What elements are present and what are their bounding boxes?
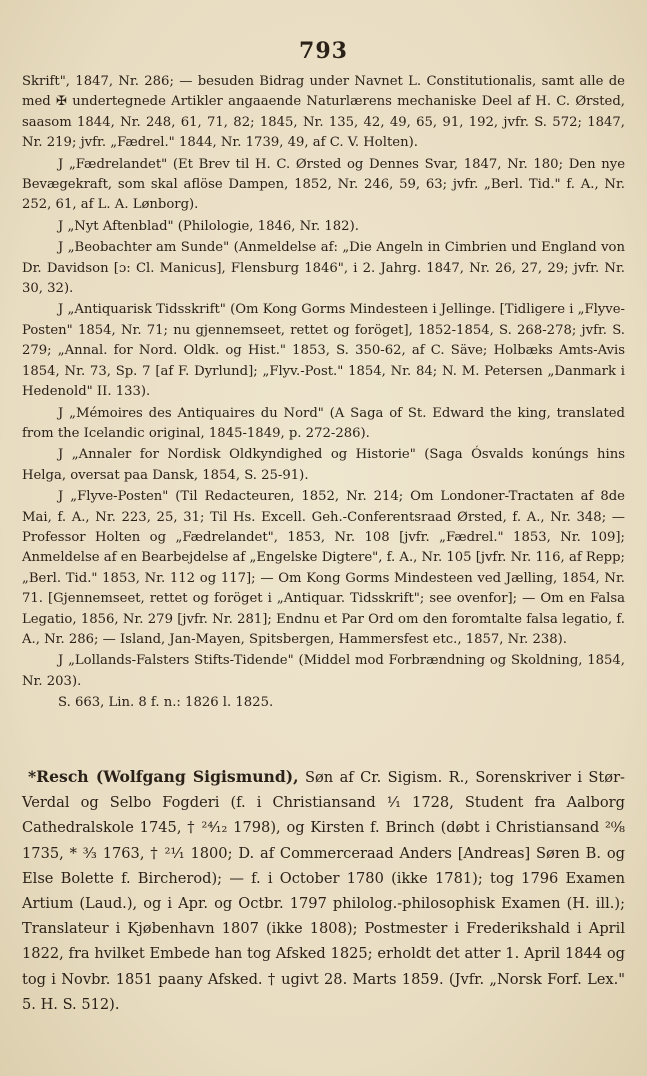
paragraph-beobachter: J „Beobachter am Sunde" (Anmeldelse af: „Die Angeln in Cimbrien und England von Dr. Davidson [ɔ: Cl. Manicus], Flensburg 1846", i 2. Jahrg. 1847, Nr. 26, 27, 29; jvfr. Nr. 30, 32).: [22, 240, 625, 297]
paragraph-continuation: Skrift", 1847, Nr. 286; — besuden Bidrag under Navnet L. Constitutionalis, samt alle de med ✠ undertegnede Artikler angaaende Naturlærens mechaniske Deel af H. C. Ørsted, saasom 1844, Nr. 248, 61, 71, 82; 1845, Nr. 135, 42, 49, 65, 91, 192, jvfr. S. 572; 1847, Nr. 219; jvfr. „Fædrel." 1844, Nr. 1739, 49, af C. V. Holten).: [22, 74, 625, 151]
paragraph-memoires: J „Mémoires des Antiquaires du Nord" (A Saga of St. Edward the king, translated from the Icelandic original, 1845-1849, p. 272-286).: [22, 405, 625, 441]
entry-paragraph: [22, 764, 625, 1017]
paragraph-correction: S. 663, Lin. 8 f. n.: 1826 l. 1825.: [58, 695, 274, 711]
entry-body: Søn af Cr. Sigism. R., Sorenskriver i Stør-Verdal og Selbo Fogderi (f. i Christiansand ¹⁄₁ 1728, Student fra Aalborg Cathedralskole 1745, † ²⁴⁄₁₂ 1798), og Kirsten f. Brinch (døbt i Christiansand ²⁰⁄₈ 1735, * ³⁄₃ 1763, † ²¹⁄₁ 1800; D. af Commerceraad Anders [Andreas] Søren B. og Else Bolette f. Bircherod); — f. i October 1780 (ikke 1781); tog 1796 Examen Artium (Laud.), og i Apr. og Octbr. 1797 philolog.-philosophisk Examen (H. ill.); Translateur i Kjøbenhavn 1807 (ikke 1808); Postmester i Frederikshald i April 1822, fra hvilket Embede han tog Afsked 1825; erholdt det atter 1. April 1844 og tog i Novbr. 1851 paany Afsked. † ugivt 28. Marts 1859. (Jvfr. „Norsk Forf. Lex." 5. H. S. 512).: [22, 769, 625, 1013]
paragraph-annaler: J „Annaler for Nordisk Oldkyndighed og Historie" (Saga Ósvalds konúngs hins Helga, oversat paa Dansk, 1854, S. 25-91).: [22, 447, 625, 483]
paragraph-lollands: J „Lollands-Falsters Stifts-Tidende" (Middel mod Forbrændning og Skoldning, 1854, Nr. 203).: [22, 653, 625, 689]
bibliography-text: [22, 72, 625, 714]
paragraph-antiquarisk: J „Antiquarisk Tidsskrift" (Om Kong Gorms Mindesteen i Jellinge. [Tidligere i „Flyve-Posten" 1854, Nr. 71; nu gjennemseet, rettet og foröget], 1852-1854, S. 268-278; jvfr. S. 279; „Annal. for Nord. Oldk. og Hist." 1853, S. 350-62, af C. Säve; Holbæks Amts-Avis 1854, Nr. 73, Sp. 7 [af F. Dyrlund]; „Flyv.-Post." 1854, Nr. 84; N. M. Petersen „Danmark i Hedenold" II. 133).: [22, 302, 625, 400]
paragraph-faedrelandet: J „Fædrelandet" (Et Brev til H. C. Ørsted og Dennes Svar, 1847, Nr. 180; Den nye Bevægekraft, som skal aflöse Dampen, 1852, Nr. 246, 59, 63; jvfr. „Berl. Tid." f. A., Nr. 252, 61, af L. A. Lønborg).: [22, 156, 625, 213]
paragraph-nyt-aftenblad: J „Nyt Aftenblad" (Philologie, 1846, Nr. 182).: [58, 218, 359, 234]
paragraph-flyve-posten: J „Flyve-Posten" (Til Redacteuren, 1852, Nr. 214; Om Londoner-Tractaten af 8de Mai, f. A., Nr. 223, 25, 31; Til Hs. Excell. Geh.-Conferentsraad Ørsted, f. A., Nr. 348; — Professor Holten og „Fædrelandet", 1853, Nr. 108 [jvfr. „Fædrel." 1853, Nr. 109]; Anmeldelse af en Bearbejdelse af „Engelske Digtere", f. A., Nr. 105 [jvfr. Nr. 116, af Repp; „Berl. Tid." 1853, Nr. 112 og 117]; — Om Kong Gorms Mindesteen ved Jælling, 1854, Nr. 71. [Gjennemseet, rettet og foröget i „Antiquar. Tidsskrift"; see ovenfor]; — Om en Falsa Legatio, 1856, Nr. 279 [jvfr. Nr. 281]; Endnu et Par Ord om den foromtalte falsa legatio, f. A., Nr. 286; — Island, Jan-Mayen, Spitsbergen, Hammersfest etc., 1857, Nr. 238).: [22, 489, 625, 647]
entry-headword: *Resch (Wolfgang Sigismund),: [28, 767, 299, 786]
biography-entry: [22, 764, 625, 1017]
page-number: 793: [299, 38, 348, 64]
